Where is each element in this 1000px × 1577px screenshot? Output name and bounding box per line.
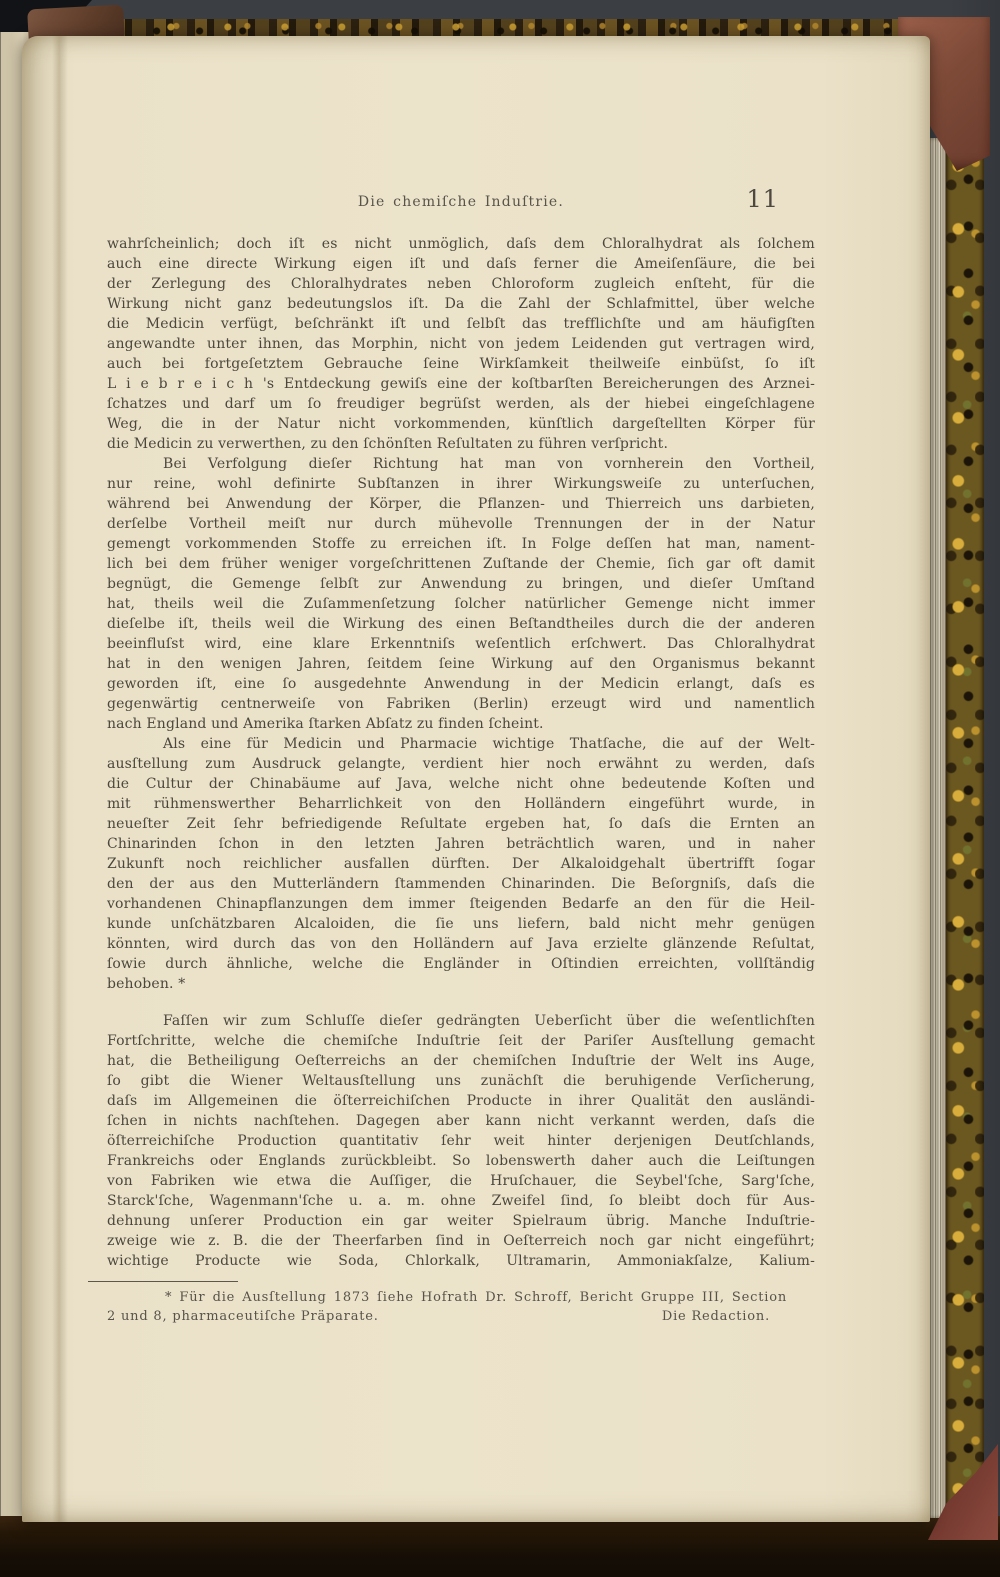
text-line: daſs im Allgemeinen die öſterreichiſchen Producte in ihrer Qualität den ausländi- xyxy=(107,1093,815,1109)
text-line: Als eine für Medicin und Pharmacie wichtige Thatſache, die auf der Welt- xyxy=(163,736,815,752)
text-line: ſchatzes und darf um ſo freudiger begrüſst werden, als der hiebei eingeſchlagene xyxy=(107,396,815,412)
text-line: die Medicin zu verwerthen, zu den ſchönſten Reſultaten zu führen verſpricht. xyxy=(107,436,669,452)
text-line: die Cultur der Chinabäume auf Java, welche nicht ohne bedeutende Koſten und xyxy=(107,776,815,792)
text-line: begnügt, die Gemenge ſelbſt zur Anwendung zu bringen, und dieſer Umſtand xyxy=(107,576,815,592)
running-title: Die chemiſche Induſtrie. xyxy=(357,194,565,210)
footnote xyxy=(107,1289,815,1326)
footnote-signature: Die Redaction. xyxy=(661,1308,770,1324)
text-line: Chinarinden ſchon in den letzten Jahren beträchtlich waren, und in naher xyxy=(107,836,815,852)
text-line: derſelbe Vortheil meiſt nur durch mühevolle Trennungen der in der Natur xyxy=(107,516,815,532)
book-cover-bottom-edge xyxy=(0,1516,1000,1577)
text-line: nur reine, wohl definirte Subſtanzen in ihrer Wirkungsweiſe zu unterſuchen, xyxy=(107,476,815,492)
text-line: wahrſcheinlich; doch iſt es nicht unmöglich, daſs dem Chloralhydrat als ſolchem xyxy=(107,236,815,252)
body-text xyxy=(107,234,815,1271)
paragraph-2 xyxy=(107,454,815,734)
text-line: wichtige Producte wie Soda, Chlorkalk, Ultramarin, Ammoniakſalze, Kalium- xyxy=(107,1253,815,1269)
text-line: ausſtellung zum Ausdruck gelangte, verdient hier noch erwähnt zu werden, daſs xyxy=(107,756,815,772)
text-line: beeinfluſst wird, eine klare Erkenntniſs weſentlich erſchwert. Das Chloralhydrat xyxy=(107,636,815,652)
text-line: mit rühmenswerther Beharrlichkeit von den Holländern eingeführt wurde, in xyxy=(107,796,815,812)
paragraph-1 xyxy=(107,234,815,454)
text-line: nach England und Amerika ſtarken Abſatz zu finden ſcheint. xyxy=(107,716,544,732)
text-line: öſterreichiſche Production quantitativ ſehr weit hinter derjenigen Deutſchlands, xyxy=(107,1133,815,1149)
text-line: Fortſchritte, welche die chemiſche Induſtrie ſeit der Pariſer Ausſtellung gemacht xyxy=(107,1033,815,1049)
text-line: angewandte unter ihnen, das Morphin, nicht von jedem Leidenden gut vertragen wird, xyxy=(107,336,815,352)
text-line: der Zerlegung des Chloralhydrates neben Chloroform zugleich enſteht, für die xyxy=(107,276,815,292)
text-line: zweige wie z. B. die der Theerfarben ſind in Oeſterreich noch gar nicht eingeführt; xyxy=(107,1233,815,1249)
text-line: Frankreichs oder Englands zurückbleibt. So lobenswerth daher auch die Leiſtungen xyxy=(107,1153,815,1169)
text-line: Bei Verfolgung dieſer Richtung hat man von vornherein den Vortheil, xyxy=(163,456,815,472)
text-line: während bei Anwendung der Körper, die Pflanzen- und Thierreich uns darbieten, xyxy=(107,496,815,512)
text-line: von Fabriken wie etwa die Auſſiger, die Hruſchauer, die Seybel'ſche, Sarg'ſche, xyxy=(107,1173,815,1189)
text-line: könnten, wird durch das von den Holländern auf Java erzielte glänzende Reſultat, xyxy=(107,936,815,952)
text-line: ſowie durch ähnliche, welche die Engländer in Oſtindien erreichten, vollſtändig xyxy=(107,956,815,972)
text-line: Faſſen wir zum Schluſſe dieſer gedrängten Ueberſicht über die weſentlichſten xyxy=(163,1013,815,1029)
footnote-line-1: * Für die Ausſtellung 1873 ſiehe Hofrath Dr. Schroff, Bericht Gruppe III, Section xyxy=(165,1290,787,1305)
text-line: den der aus den Mutterländern ſtammenden Chinarinden. Die Beſorgniſs, daſs die xyxy=(107,876,815,892)
text-line: Starck'ſche, Wagenmann'ſche u. a. m. ohne Zweifel ſind, ſo bleibt doch für Aus- xyxy=(107,1193,815,1209)
footnote-rule xyxy=(88,1281,238,1282)
text-line: vorhandenen Chinapflanzungen dem immer ſteigenden Bedarfe an den für die Heil- xyxy=(107,896,815,912)
text-line: Zukunft noch reichlicher ausfallen dürften. Der Alkaloidgehalt übertrifft ſogar xyxy=(107,856,815,872)
text-line: Weg, die in der Natur nicht vorkommenden, künſtlich dargeſtellten Körper für xyxy=(107,416,815,432)
text-line: hat, theils weil die Zuſammenſetzung ſolcher natürlicher Gemenge nicht immer xyxy=(107,596,815,612)
page-header xyxy=(107,185,815,218)
text-line: hat, die Betheiligung Oeſterreichs an der chemiſchen Induſtrie der Welt ins Auge, xyxy=(107,1053,815,1069)
book-page xyxy=(22,36,930,1522)
text-line: kunde unſchätzbaren Alcaloiden, die ſie uns liefern, bald nicht mehr genügen xyxy=(107,916,815,932)
footnote-line-2-text: 2 und 8, pharmaceutiſche Präparate. xyxy=(107,1308,379,1324)
text-line: ſchen in nichts nachſtehen. Dagegen aber kann nicht verkannt werden, daſs die xyxy=(107,1113,815,1129)
text-line: neueſter Zeit ſehr befriedigende Reſultate ergeben hat, ſo daſs die Ernten an xyxy=(107,816,815,832)
page-number: 11 xyxy=(746,185,779,213)
marbled-cover-edge xyxy=(946,152,984,1516)
text-line: dieſelbe iſt, theils weil die Wirkung des einen Beſtandtheiles durch die der anderen xyxy=(107,616,815,632)
text-line: hat in den wenigen Jahren, ſeitdem ſeine Wirkung auf den Organismus bekannt xyxy=(107,656,815,672)
paragraph-4 xyxy=(107,1011,815,1271)
paragraph-3 xyxy=(107,734,815,994)
text-line: gemengt vorkommenden Stoffe zu erreichen iſt. In Folge deſſen hat man, nament- xyxy=(107,536,815,552)
text-line: die Medicin verfügt, beſchränkt iſt und ſelbſt das trefflichſte und am häufigſten xyxy=(107,316,815,332)
text-line: gegenwärtig centnerweiſe von Fabriken (Berlin) erzeugt wird und namentlich xyxy=(107,696,815,712)
text-line: dehnung unſerer Production ein gar weiter Spielraum übrig. Manche Induſtrie- xyxy=(107,1213,815,1229)
text-line: geworden iſt, eine ſo ausgedehnte Anwendung in der Medicin erlangt, daſs es xyxy=(107,676,815,692)
text-line: Wirkung nicht ganz bedeutungslos iſt. Da die Zahl der Schlafmittel, über welche xyxy=(107,296,815,312)
text-line: ſo gibt die Wiener Weltausſtellung uns zunächſt die beruhigende Verſicherung, xyxy=(107,1073,815,1089)
text-column xyxy=(107,185,815,1326)
text-line: lich bei dem früher weniger vorgeſchrittenen Zuſtande der Chemie, ſich gar oft damit xyxy=(107,556,815,572)
text-line: behoben. * xyxy=(107,976,186,992)
text-line: auch eine directe Wirkung eigen iſt und daſs ferner die Ameiſenſäure, die bei xyxy=(107,256,815,272)
text-line: L i e b r e i c h 's Entdeckung gewiſs eine der koſtbarſten Bereicherungen des Arznei- xyxy=(107,376,815,392)
footnote-line-2 xyxy=(107,1308,815,1327)
text-line: auch bei fortgeſetztem Gebrauche ſeine Wirkſamkeit theilweiſe einbüſst, ſo iſt xyxy=(107,356,815,372)
